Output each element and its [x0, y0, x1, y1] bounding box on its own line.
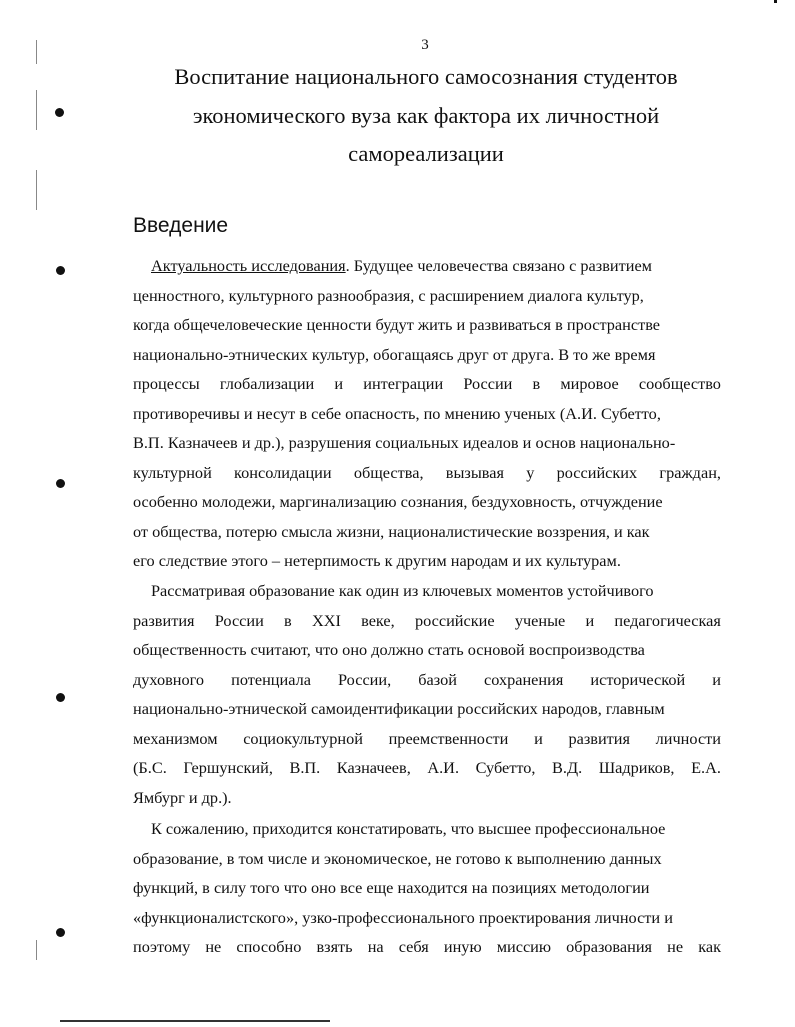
section-heading: Введение: [133, 214, 229, 237]
paragraph-2: [133, 576, 721, 812]
text-line: [133, 458, 721, 488]
text-line: «функционалистского», узко-профессионального проектирования личности и: [133, 907, 673, 927]
word: российских: [556, 462, 638, 482]
word: развития: [133, 610, 195, 630]
word: сообщество: [638, 374, 721, 393]
word: педагогическая: [614, 610, 721, 630]
word: способно: [236, 937, 302, 956]
word: общества,: [353, 462, 424, 482]
word: и: [534, 728, 543, 748]
word: веке,: [361, 610, 395, 630]
word: в: [532, 374, 541, 393]
word: базой: [418, 669, 457, 689]
text-line: Рассматривая образование как один из ключевых моментов устойчивого: [151, 581, 654, 600]
word: механизмом: [133, 728, 218, 748]
punch-hole-mark: [56, 693, 65, 702]
text-line: общественность считают, что оно должно стать основой воспроизводства: [133, 640, 645, 659]
word: российские: [414, 610, 495, 630]
title-line: Воспитание национального самосознания студентов: [174, 64, 678, 89]
word: культурной: [133, 462, 212, 482]
scan-bottom-line: [60, 1020, 330, 1022]
word: исторической: [590, 669, 686, 689]
word: потенциала: [231, 669, 311, 689]
word: России: [463, 374, 513, 393]
text-line: [133, 369, 721, 399]
paragraph-3: [133, 814, 721, 962]
text-line: Ямбург и др.).: [133, 787, 232, 807]
text-line: образование, в том числе и экономическое, не готово к выполнению данных: [133, 848, 662, 868]
text-line: национально-этнических культур, обогащаясь друг от друга. В то же время: [133, 344, 656, 364]
word: и: [585, 610, 595, 630]
word: поэтому: [133, 937, 191, 956]
word: граждан,: [659, 462, 721, 482]
title-line: экономического вуза как фактора их личностной: [192, 102, 660, 128]
word: миссию: [496, 937, 552, 956]
text-line: особенно молодежи, маргинализацию сознания, бездуховность, отчуждение: [133, 492, 663, 511]
scan-edge-line: [36, 940, 37, 960]
word: в: [284, 610, 292, 630]
word: Шадриков,: [598, 758, 675, 777]
word: социокультурной: [243, 728, 363, 748]
text-line: ценностного, культурного разнообразия, с расширением диалога культур,: [133, 285, 644, 305]
word: у: [526, 462, 535, 482]
word: личности: [655, 728, 721, 748]
punch-hole-mark: [56, 928, 65, 937]
word: на: [367, 937, 384, 956]
word: и: [334, 374, 344, 393]
word: образования: [566, 937, 653, 956]
scan-edge-line: [36, 90, 37, 130]
title-line: самореализации: [348, 141, 504, 166]
text-line: его следствие этого – нетерпимость к другим народам и их культурам.: [133, 551, 621, 570]
word: глобализации: [219, 374, 315, 393]
word: мировое: [560, 374, 619, 393]
word: В.П.: [289, 758, 321, 777]
page-number: 3: [421, 37, 429, 53]
text-line: [133, 606, 721, 636]
word: А.И.: [427, 758, 460, 777]
word: духовного: [133, 669, 205, 689]
word: XXI: [311, 610, 341, 630]
word: не: [667, 937, 684, 956]
word: сохранения: [484, 669, 564, 689]
word: ученые: [514, 610, 566, 630]
word: взять: [316, 937, 353, 956]
paragraph-1: [133, 251, 721, 576]
punch-hole-mark: [55, 108, 64, 117]
word: развития: [568, 728, 630, 748]
text-line: [133, 932, 721, 962]
word: России: [214, 610, 264, 630]
word: вызывая: [445, 462, 504, 482]
word: консолидации: [234, 462, 332, 482]
text-line: [133, 665, 721, 695]
word: процессы: [133, 374, 200, 393]
text-line: когда общечеловеческие ценности будут жить и развиваться в пространстве: [133, 315, 661, 334]
word: не: [205, 937, 222, 956]
word: иную: [443, 937, 482, 956]
corner-mark: [774, 0, 777, 3]
page-title: [130, 58, 722, 174]
word: Субетто,: [475, 758, 536, 777]
lead-rest: . Будущее человечества связано с развитием: [345, 256, 652, 275]
word: Казначеев,: [336, 758, 411, 777]
text-line: К сожалению, приходится констатировать, что высшее профессиональное: [151, 819, 666, 838]
word: себя: [398, 937, 429, 956]
text-line: от общества, потерю смысла жизни, националистические воззрения, и как: [133, 521, 650, 541]
word: (Б.С.: [133, 758, 167, 777]
text-line: противоречивы и несут в себе опасность, по мнению ученых (А.И. Субетто,: [133, 403, 661, 423]
word: Е.А.: [691, 758, 721, 777]
word: и: [712, 669, 721, 689]
text-line: национально-этнической самоидентификации российских народов, главным: [133, 699, 665, 718]
word: В.Д.: [552, 758, 583, 777]
word: как: [698, 937, 721, 956]
word: преемственности: [388, 728, 509, 748]
text-line: [133, 724, 721, 754]
word: Гершунский,: [183, 758, 273, 777]
punch-hole-mark: [56, 266, 65, 275]
punch-hole-mark: [56, 479, 65, 488]
text-line: В.П. Казначеев и др.), разрушения социальных идеалов и основ национально-: [133, 433, 676, 452]
word: России,: [338, 669, 392, 689]
text-line: функций, в силу того что оно все еще находится на позициях методологии: [133, 878, 650, 897]
scan-edge-line: [36, 170, 37, 210]
word: интеграции: [363, 374, 444, 393]
lead-phrase: Актуальность исследования: [151, 256, 346, 275]
text-line: [133, 753, 721, 783]
text-line: [133, 251, 721, 281]
